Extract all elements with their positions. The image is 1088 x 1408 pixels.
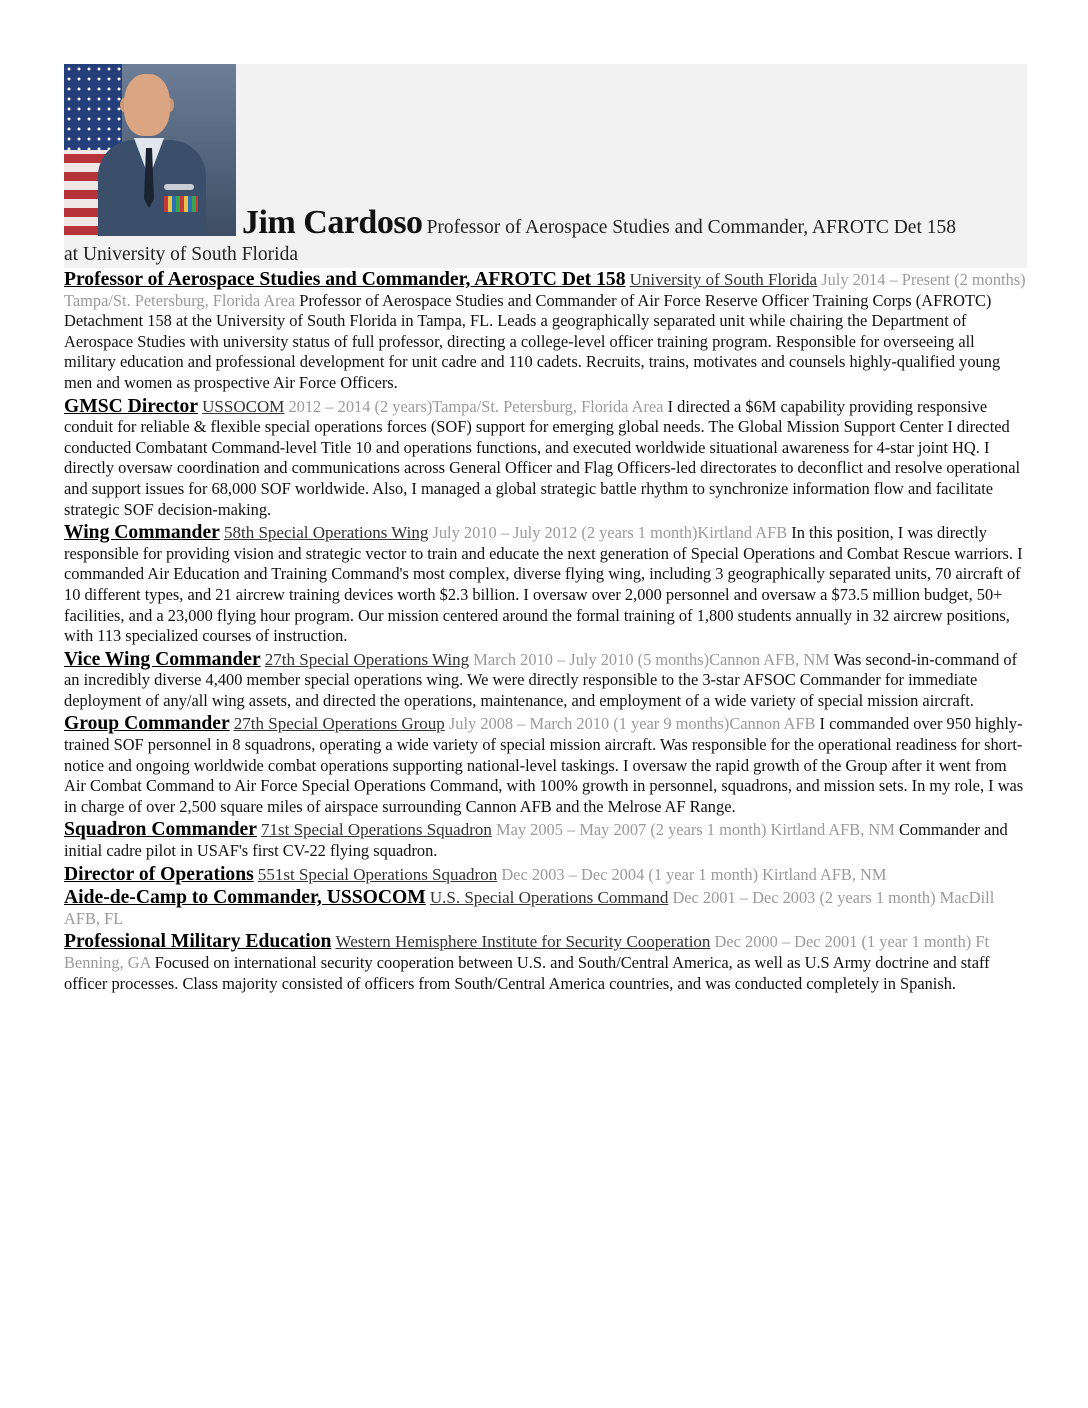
- position-title[interactable]: Professor of Aerospace Studies and Commander, AFROTC Det 158: [64, 269, 626, 290]
- profile-headline: Professor of Aerospace Studies and Commander, AFROTC Det 158: [426, 217, 957, 238]
- experience-entry: [64, 714, 1027, 817]
- organization-link[interactable]: 551st Special Operations Squadron: [257, 864, 498, 884]
- organization-link[interactable]: 71st Special Operations Squadron: [261, 820, 492, 840]
- profile-header: [64, 64, 1027, 268]
- resume-page: [64, 64, 1027, 997]
- position-title[interactable]: GMSC Director: [64, 395, 199, 417]
- experience-entry: [64, 932, 1027, 994]
- position-description: Professor of Aerospace Studies and Commander of Air Force Reserve Officer Training Corps (AFROTC) Detachment 158 at the University of South Florida in Tampa, FL. Leads a geographically separated unit while chairing the Department of Aerospace Studies with university status of full professor, directing a college-level officer training program. Responsible for overseeing all military education and professional development for unit cadre and 110 cadets. Recruits, trains, motivates and counsels highly-qualified young men and women as prospective Air Force Officers.: [64, 290, 1001, 392]
- profile-photo: [64, 64, 236, 236]
- position-title[interactable]: Director of Operations: [64, 863, 254, 885]
- position-dates-location: Dec 2000 – Dec 2001 (1 year 1 month) Ft Benning, GA: [64, 932, 990, 972]
- experience-entry: [64, 888, 1027, 929]
- organization-link[interactable]: 27th Special Operations Wing: [264, 649, 470, 669]
- position-title[interactable]: Professional Military Education: [64, 931, 332, 953]
- position-title[interactable]: Vice Wing Commander: [64, 648, 261, 670]
- position-dates-location: March 2010 – July 2010 (5 months)Cannon AFB, NM: [473, 649, 830, 669]
- position-dates-location: July 2014 – Present (2 months) Tampa/St. Petersburg, Florida Area: [64, 270, 1026, 310]
- position-title[interactable]: Aide-de-Camp to Commander, USSOCOM: [64, 887, 426, 909]
- experience-entry: [64, 270, 1027, 394]
- organization-link[interactable]: University of South Florida: [629, 270, 818, 289]
- organization-link[interactable]: 27th Special Operations Group: [233, 714, 445, 734]
- position-dates-location: July 2008 – March 2010 (1 year 9 months)Cannon AFB: [448, 714, 816, 734]
- experience-entry: [64, 865, 1027, 886]
- position-title[interactable]: Wing Commander: [64, 522, 220, 544]
- position-title[interactable]: Group Commander: [64, 713, 230, 735]
- position-description: In this position, I was directly responsible for providing vision and strategic vector to train and educate the next generation of Special Operations and Combat Rescue warriors. I commanded Air Education and Training Command's most complex, diverse flying wing, including 3 geographically separated units, 70 aircraft of 10 different types, and 21 aircrew training devices worth $2.3 billion. I oversaw over 2,000 personnel and oversaw a $73.5 million budget, 50+ facilities, and a 23,000 flying hour program. Our mission centered around the formal training of 1,800 students annually in 32 aircrew positions, with 113 specialized courses of instruction.: [64, 523, 1023, 646]
- position-description: Was second-in-command of an incredibly diverse 4,400 member special operations wing. We were directly responsible to the 3-star AFSOC Commander for immediate deployment of any/all wing assets, and directed the operations, maintenance, and employment of a wide variety of special mission aircraft.: [64, 649, 1018, 710]
- position-description: Focused on international security cooperation between U.S. and South/Central America, as well as U.S Army doctrine and staff officer processes. Class majority consisted of officers from South/Central America countries, and was conducted completely in Spanish.: [64, 953, 990, 993]
- position-dates-location: Dec 2001 – Dec 2003 (2 years 1 month) MacDill AFB, FL: [64, 888, 995, 928]
- position-dates-location: May 2005 – May 2007 (2 years 1 month) Kirtland AFB, NM: [496, 820, 895, 840]
- experience-entry: [64, 650, 1027, 712]
- experience-entry: [64, 523, 1027, 647]
- position-dates-location: July 2010 – July 2012 (2 years 1 month)Kirtland AFB: [432, 523, 788, 543]
- organization-link[interactable]: 58th Special Operations Wing: [223, 523, 429, 543]
- experience-list: [64, 270, 1027, 994]
- position-description: Commander and initial cadre pilot in USAF's first CV-22 flying squadron.: [64, 820, 1008, 861]
- position-dates-location: Dec 2003 – Dec 2004 (1 year 1 month) Kirtland AFB, NM: [501, 864, 887, 884]
- organization-link[interactable]: U.S. Special Operations Command: [429, 888, 669, 908]
- profile-headline-continued: at University of South Florida: [64, 244, 298, 265]
- experience-entry: [64, 397, 1027, 521]
- position-description: I commanded over 950 highly-trained SOF personnel in 8 squadrons, operating a wide variety of special mission aircraft. Was responsible for the operational readiness for short-notice and ongoing worldwide combat operations supporting national-level taskings. I oversaw the rapid growth of the Group after it went from Air Combat Command to Air Force Special Operations Command, with 100% growth in personnel, squadrons, and mission sets. In my role, I was in charge of over 2,500 square miles of airspace surrounding Cannon AFB and the Melrose AF Range.: [64, 714, 1024, 816]
- position-title[interactable]: Squadron Commander: [64, 819, 257, 841]
- organization-link[interactable]: USSOCOM: [202, 396, 285, 416]
- position-description: I directed a $6M capability providing responsive conduit for reliable & flexible special operations forces (SOF) support for emerging global needs. The Global Mission Support Center I directed conducted Combatant Command-level Title 10 and operations functions, and executed worldwide situational awareness for 4-star joint HQ. I directly oversaw coordination and communications across General Officer and Flag Officers-led directorates to deconflict and resolve operational and support issues for 68,000 SOF worldwide. Also, I managed a global strategic battle rhythm to synchronize information flow and facilitate strategic SOF decision-making.: [64, 396, 1021, 519]
- experience-entry: [64, 820, 1027, 861]
- organization-link[interactable]: Western Hemisphere Institute for Security Cooperation: [335, 932, 711, 952]
- position-dates-location: 2012 – 2014 (2 years)Tampa/St. Petersburg, Florida Area: [288, 396, 664, 416]
- profile-name: Jim Cardoso: [242, 204, 423, 241]
